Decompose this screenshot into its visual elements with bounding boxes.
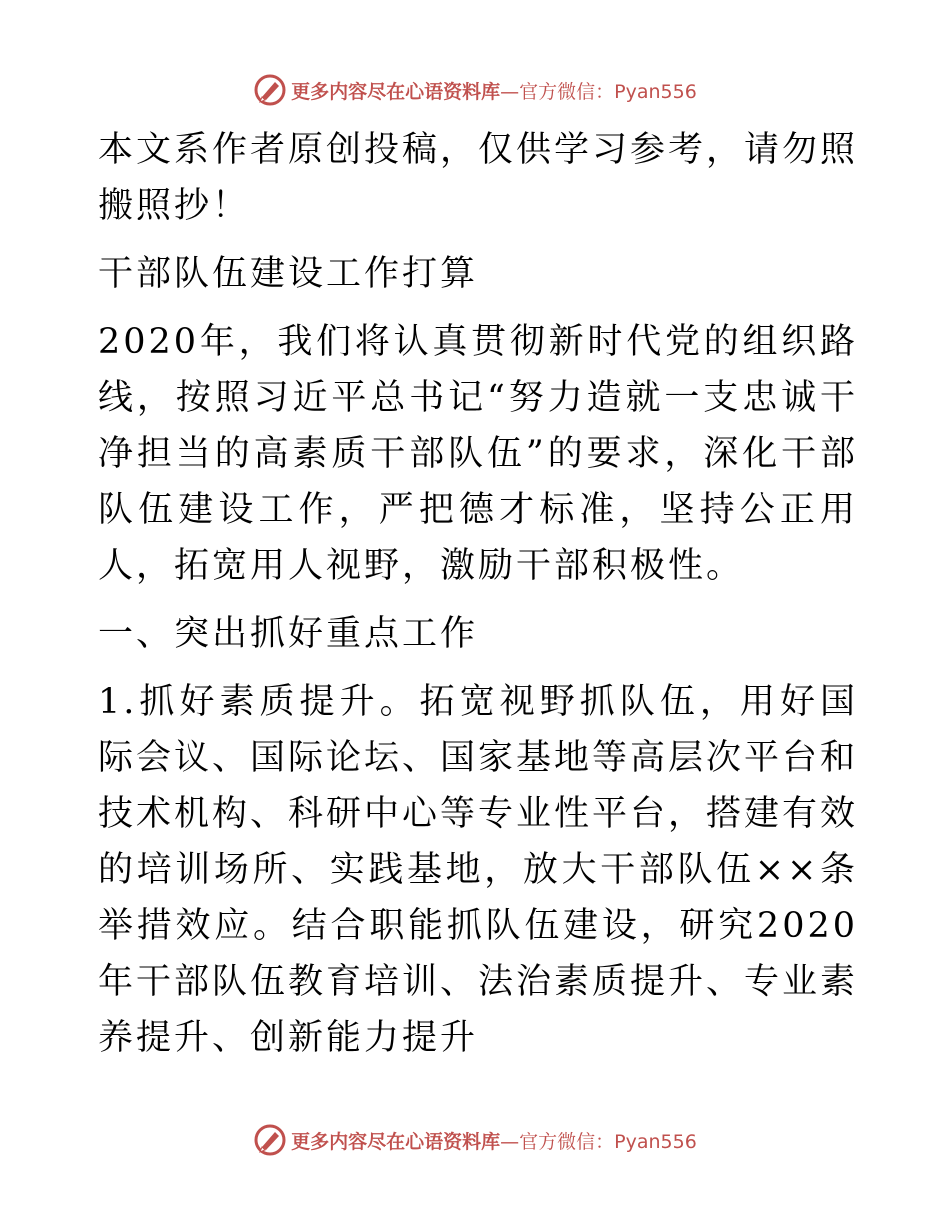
watermark-contact: —官方微信：Pyan556 [500,1130,697,1153]
pen-seal-icon [253,73,287,107]
pen-seal-icon [253,1123,287,1157]
watermark-title: 更多内容尽在心语资料库 [291,1130,501,1153]
header-watermark [0,70,950,110]
document-title: 干部队伍建设工作打算 [98,254,479,294]
watermark-title: 更多内容尽在心语资料库 [291,80,501,103]
footer-watermark [0,1120,950,1160]
disclaimer-paragraph: 本文系作者原创投稿，仅供学习参考，请勿照搬照抄！ [98,130,859,226]
section-heading: 一、突出抓好重点工作 [98,614,479,654]
body-paragraph: 1.抓好素质提升。拓宽视野抓队伍，用好国际会议、国际论坛、国家基地等高层次平台和技术机构、科研中心等专业性平台，搭建有效的培训场所、实践基地，放大干部队伍××条举措效应。结合职能抓队伍建设，研究2020年干部队伍教育培训、法治素质提升、专业素养提升、创新能力提升 [98,682,859,1058]
document-body [98,122,858,1066]
intro-paragraph: 2020年，我们将认真贯彻新时代党的组织路线，按照习近平总书记“努力造就一支忠诚干净担当的高素质干部队伍”的要求，深化干部队伍建设工作，严把德才标准，坚持公正用人，拓宽用人视野，激励干部积极性。 [98,322,858,586]
watermark-contact: —官方微信：Pyan556 [500,80,697,103]
